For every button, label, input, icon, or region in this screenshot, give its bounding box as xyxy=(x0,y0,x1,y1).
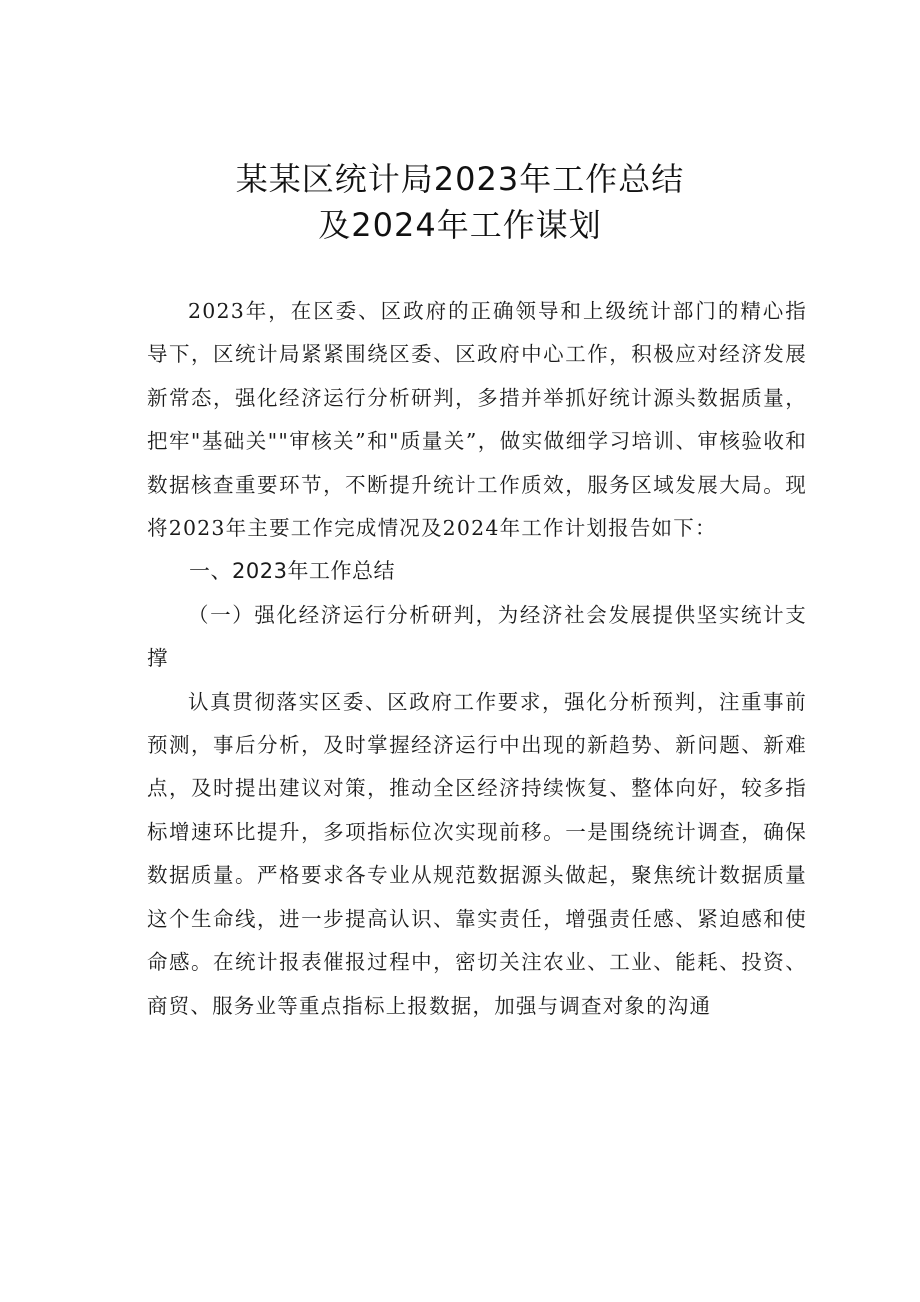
document-body xyxy=(147,290,807,1028)
document-title xyxy=(0,156,920,248)
subsection-heading: （一）强化经济运行分析研判，为经济社会发展提供坚实统计支撑 xyxy=(147,602,807,671)
title-line-2: 及2024年工作谋划 xyxy=(318,206,602,244)
title-line-1: 某某区统计局2023年工作总结 xyxy=(235,160,685,198)
subsection-paragraph: 认真贯彻落实区委、区政府工作要求，强化分析预判，注重事前预测，事后分析，及时掌握经济运行中出现的新趋势、新问题、新难点，及时提出建议对策，推动全区经济持续恢复、整体向好，较多指标增速环比提升，多项指标位次实现前移。一是围绕统计调查，确保数据质量。严格要求各专业从规范数据源头做起，聚焦统计数据质量这个生命线，进一步提高认识、靠实责任，增强责任感、紧迫感和使命感。在统计报表催报过程中，密切关注农业、工业、能耗、投资、商贸、服务业等重点指标上报数据，加强与调查对象的沟通 xyxy=(147,689,807,1018)
intro-paragraph: 2023年，在区委、区政府的正确领导和上级统计部门的精心指导下，区统计局紧紧围绕区委、区政府中心工作，积极应对经济发展新常态，强化经济运行分析研判，多措并举抓好统计源头数据质量，把牢"基础关""审核关”和"质量关”，做实做细学习培训、审核验收和数据核查重要环节，不断提升统计工作质效，服务区域发展大局。现将2023年主要工作完成情况及2024年工作计划报告如下： xyxy=(147,299,807,541)
section-heading: 一、2023年工作总结 xyxy=(189,559,395,584)
